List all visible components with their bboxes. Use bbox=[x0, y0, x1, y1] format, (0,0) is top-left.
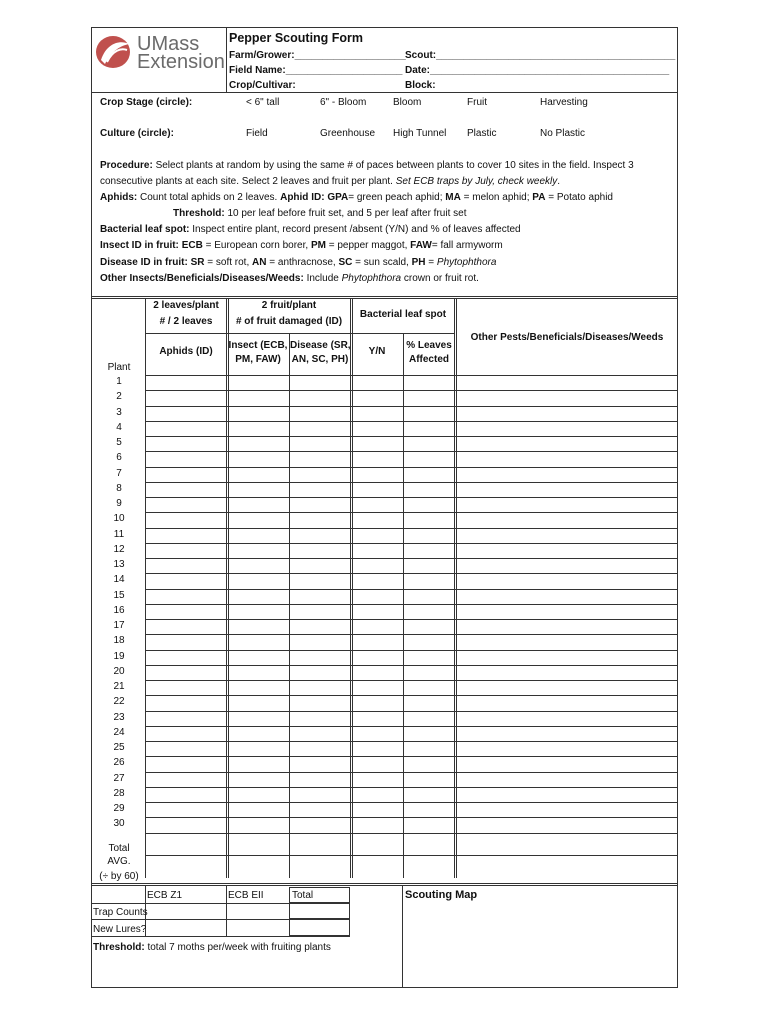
table-row-line bbox=[145, 833, 678, 834]
leaves-header-1: 2 leaves/plant bbox=[153, 300, 219, 311]
table-cell[interactable] bbox=[404, 391, 454, 405]
table-cell[interactable] bbox=[404, 529, 454, 543]
table-cell[interactable] bbox=[229, 757, 289, 771]
table-cell[interactable] bbox=[404, 452, 454, 466]
procedure-line-2: consecutive plants at each site. Select 2 leaves and fruit per plant. Set ECB traps by July, check weekly. bbox=[100, 176, 561, 187]
culture-label: Culture (circle): bbox=[100, 128, 174, 139]
pct-col-header-2: Affected bbox=[408, 354, 449, 365]
trap-threshold: Threshold: total 7 moths per/week with fruiting plants bbox=[93, 942, 331, 953]
culture-option[interactable]: No Plastic bbox=[540, 128, 586, 139]
table-cell[interactable] bbox=[290, 376, 350, 390]
table-cell[interactable] bbox=[229, 696, 289, 710]
table-cell[interactable] bbox=[404, 696, 454, 710]
crop-stage-label: Crop Stage (circle): bbox=[100, 97, 193, 108]
table-cell[interactable] bbox=[229, 773, 289, 787]
table-cell[interactable] bbox=[229, 559, 289, 573]
table-cell[interactable] bbox=[290, 407, 350, 421]
plant-row-number: 12 bbox=[113, 543, 125, 555]
culture-option[interactable]: Greenhouse bbox=[320, 128, 376, 139]
table-cell[interactable] bbox=[229, 483, 289, 497]
table-cell[interactable] bbox=[290, 681, 350, 695]
table-cell[interactable] bbox=[146, 391, 226, 405]
table-cell[interactable] bbox=[229, 574, 289, 588]
plant-row-number: 5 bbox=[116, 437, 122, 448]
crop-cultivar-label: Crop/Cultivar: bbox=[229, 80, 296, 91]
table-cell[interactable] bbox=[146, 712, 226, 726]
table-cell[interactable] bbox=[146, 773, 226, 787]
header-divider bbox=[226, 27, 227, 93]
table-cell[interactable] bbox=[457, 468, 678, 482]
insect-id-instructions: Insect ID in fruit: ECB = European corn borer, PM = pepper maggot, FAW= fall armyworm bbox=[100, 240, 503, 251]
table-cell[interactable] bbox=[290, 605, 350, 619]
scout-label: Scout:___________________________________________ bbox=[405, 50, 676, 61]
table-cell[interactable] bbox=[404, 437, 454, 451]
table-cell[interactable] bbox=[229, 422, 289, 436]
table-bottom-line bbox=[91, 883, 678, 886]
plant-row-number: 9 bbox=[116, 498, 122, 509]
table-cell[interactable] bbox=[146, 483, 226, 497]
leaves-header-2: # / 2 leaves bbox=[159, 316, 213, 327]
table-cell[interactable] bbox=[353, 529, 403, 543]
insect-col-header-1: Insect (ECB, bbox=[228, 340, 288, 351]
culture-option[interactable]: Plastic bbox=[467, 128, 497, 139]
table-cell[interactable] bbox=[229, 666, 289, 680]
ecb-z1-label: ECB Z1 bbox=[147, 890, 183, 901]
plant-row-number: 20 bbox=[113, 665, 125, 677]
table-cell[interactable] bbox=[229, 788, 289, 802]
procedure-bottom-line bbox=[91, 296, 678, 299]
aphids-col-header: Aphids (ID) bbox=[159, 346, 213, 357]
table-cell[interactable] bbox=[229, 727, 289, 741]
table-cell[interactable] bbox=[353, 696, 403, 710]
table-cell[interactable] bbox=[353, 712, 403, 726]
table-cell[interactable] bbox=[404, 635, 454, 649]
table-cell[interactable] bbox=[457, 376, 678, 390]
total-row-line bbox=[145, 855, 678, 856]
table-cell[interactable] bbox=[404, 376, 454, 390]
total-label: Total bbox=[108, 843, 130, 854]
table-cell[interactable] bbox=[290, 513, 350, 527]
table-cell[interactable] bbox=[404, 818, 454, 832]
aphid-threshold: Threshold: 10 per leaf before fruit set, and 5 per leaf after fruit set bbox=[173, 208, 467, 219]
table-cell[interactable] bbox=[457, 696, 678, 710]
plant-row-number: 21 bbox=[113, 681, 125, 692]
table-cell[interactable] bbox=[457, 818, 678, 832]
plant-row-number: 8 bbox=[116, 482, 122, 494]
disease-col-header-1: Disease (SR, bbox=[290, 340, 351, 351]
farm-grower-label: Farm/Grower:____________________ bbox=[229, 50, 406, 61]
table-cell[interactable] bbox=[404, 605, 454, 619]
table-cell[interactable] bbox=[146, 620, 226, 634]
table-cell[interactable] bbox=[404, 803, 454, 817]
table-cell[interactable] bbox=[457, 574, 678, 588]
plant-row-number: 10 bbox=[113, 513, 125, 525]
plant-row-number: 13 bbox=[113, 559, 125, 570]
table-cell[interactable] bbox=[146, 468, 226, 482]
table-cell[interactable] bbox=[290, 712, 350, 726]
table-cell[interactable] bbox=[229, 498, 289, 512]
table-cell[interactable] bbox=[457, 590, 678, 604]
table-cell[interactable] bbox=[290, 757, 350, 771]
table-cell[interactable] bbox=[229, 590, 289, 604]
table-cell[interactable] bbox=[457, 513, 678, 527]
insect-col-header-2: PM, FAW) bbox=[235, 354, 281, 365]
procedure-line-1: Procedure: Select plants at random by using the same # of paces between plants to cover 10 sites in the field. Inspect 3 bbox=[100, 160, 634, 171]
table-cell[interactable] bbox=[229, 468, 289, 482]
crop-stage-option[interactable]: Harvesting bbox=[540, 97, 588, 108]
table-cell[interactable] bbox=[353, 742, 403, 756]
table-cell[interactable] bbox=[404, 498, 454, 512]
plant-row-number: 19 bbox=[113, 650, 125, 662]
table-cell[interactable] bbox=[404, 513, 454, 527]
table-cell[interactable] bbox=[353, 407, 403, 421]
table-cell[interactable] bbox=[146, 757, 226, 771]
aphids-instructions: Aphids: Count total aphids on 2 leaves. Aphid ID: GPA= green peach aphid; MA = melon aphid; PA = Potato aphid bbox=[100, 192, 613, 203]
trap-row-line bbox=[91, 903, 289, 904]
table-cell[interactable] bbox=[290, 422, 350, 436]
header-sub-line bbox=[145, 333, 228, 334]
table-cell[interactable] bbox=[290, 483, 350, 497]
disease-col-header-2: AN, SC, PH) bbox=[291, 354, 349, 365]
plant-row-number: 23 bbox=[113, 711, 125, 723]
fruit-header-2: # of fruit damaged (ID) bbox=[235, 316, 343, 327]
plant-row-number: 27 bbox=[113, 772, 125, 784]
table-cell[interactable] bbox=[290, 818, 350, 832]
table-cell[interactable] bbox=[290, 559, 350, 573]
table-cell[interactable] bbox=[457, 529, 678, 543]
table-cell[interactable] bbox=[353, 773, 403, 787]
table-cell[interactable] bbox=[146, 529, 226, 543]
header-bottom-line bbox=[91, 92, 678, 93]
table-cell[interactable] bbox=[146, 498, 226, 512]
table-cell[interactable] bbox=[146, 788, 226, 802]
table-cell[interactable] bbox=[457, 407, 678, 421]
table-cell[interactable] bbox=[229, 635, 289, 649]
table-cell[interactable] bbox=[457, 498, 678, 512]
table-cell[interactable] bbox=[146, 696, 226, 710]
table-cell[interactable] bbox=[290, 391, 350, 405]
table-cell[interactable] bbox=[353, 544, 403, 558]
plant-row-number: 29 bbox=[113, 803, 125, 814]
table-cell[interactable] bbox=[457, 773, 678, 787]
table-cell[interactable] bbox=[353, 651, 403, 665]
plant-row-number: 1 bbox=[116, 376, 122, 387]
table-cell[interactable] bbox=[457, 742, 678, 756]
table-cell[interactable] bbox=[290, 468, 350, 482]
table-cell[interactable] bbox=[404, 681, 454, 695]
table-cell[interactable] bbox=[404, 620, 454, 634]
map-divider bbox=[402, 886, 403, 988]
table-cell[interactable] bbox=[353, 803, 403, 817]
table-cell[interactable] bbox=[353, 498, 403, 512]
plant-row-number: 30 bbox=[113, 818, 125, 830]
table-cell[interactable] bbox=[229, 437, 289, 451]
table-cell[interactable] bbox=[457, 544, 678, 558]
table-cell[interactable] bbox=[457, 666, 678, 680]
table-cell[interactable] bbox=[290, 437, 350, 451]
pct-col-header-1: % Leaves bbox=[406, 340, 452, 351]
table-cell[interactable] bbox=[290, 590, 350, 604]
table-cell[interactable] bbox=[457, 452, 678, 466]
table-cell[interactable] bbox=[404, 407, 454, 421]
other-pests-header: Other Pests/Beneficials/Diseases/Weeds bbox=[470, 332, 664, 343]
plant-row-number: 11 bbox=[113, 528, 125, 540]
trap-row-line bbox=[91, 919, 289, 920]
table-cell[interactable] bbox=[146, 574, 226, 588]
table-cell[interactable] bbox=[404, 651, 454, 665]
table-cell[interactable] bbox=[146, 513, 226, 527]
plant-row-number: 6 bbox=[116, 452, 122, 464]
table-cell[interactable] bbox=[404, 788, 454, 802]
table-cell[interactable] bbox=[404, 544, 454, 558]
table-cell[interactable] bbox=[457, 605, 678, 619]
plant-row-number: 7 bbox=[116, 467, 122, 479]
table-cell[interactable] bbox=[457, 757, 678, 771]
table-cell[interactable] bbox=[353, 574, 403, 588]
table-cell[interactable] bbox=[457, 727, 678, 741]
table-cell[interactable] bbox=[146, 681, 226, 695]
avg-label: AVG. bbox=[107, 856, 131, 867]
table-cell[interactable] bbox=[353, 376, 403, 390]
table-cell[interactable] bbox=[404, 422, 454, 436]
table-cell[interactable] bbox=[353, 818, 403, 832]
table-cell[interactable] bbox=[457, 651, 678, 665]
bacterial-header: Bacterial leaf spot bbox=[359, 309, 447, 320]
table-cell[interactable] bbox=[146, 651, 226, 665]
table-cell[interactable] bbox=[457, 681, 678, 695]
table-cell[interactable] bbox=[146, 452, 226, 466]
trap-col-line bbox=[226, 886, 227, 936]
table-cell[interactable] bbox=[290, 788, 350, 802]
field-name-label: Field Name:_____________________ bbox=[229, 65, 403, 76]
block-label: Block: bbox=[405, 80, 436, 91]
table-cell[interactable] bbox=[353, 620, 403, 634]
plant-row-number: 3 bbox=[116, 406, 122, 418]
table-cell[interactable] bbox=[229, 544, 289, 558]
plant-row-number: 16 bbox=[113, 604, 125, 616]
table-cell[interactable] bbox=[146, 727, 226, 741]
crop-stage-option[interactable]: < 6" tall bbox=[246, 97, 280, 108]
table-cell[interactable] bbox=[290, 574, 350, 588]
table-cell[interactable] bbox=[457, 635, 678, 649]
table-cell[interactable] bbox=[290, 544, 350, 558]
table-cell[interactable] bbox=[404, 712, 454, 726]
table-cell[interactable] bbox=[457, 422, 678, 436]
form-title: Pepper Scouting Form bbox=[229, 31, 364, 45]
table-cell[interactable] bbox=[353, 391, 403, 405]
table-cell[interactable] bbox=[353, 757, 403, 771]
table-cell[interactable] bbox=[229, 742, 289, 756]
table-cell[interactable] bbox=[146, 407, 226, 421]
table-cell[interactable] bbox=[290, 635, 350, 649]
table-cell[interactable] bbox=[353, 422, 403, 436]
table-cell[interactable] bbox=[229, 818, 289, 832]
table-cell[interactable] bbox=[353, 635, 403, 649]
table-cell[interactable] bbox=[404, 727, 454, 741]
plant-row-number: 22 bbox=[113, 696, 125, 708]
bacterial-instructions: Bacterial leaf spot: Inspect entire plant, record present /absent (Y/N) and % of leaves affected bbox=[100, 224, 521, 235]
table-cell[interactable] bbox=[457, 620, 678, 634]
fruit-header-1: 2 fruit/plant bbox=[261, 300, 317, 311]
table-cell[interactable] bbox=[229, 712, 289, 726]
plant-row-number: 15 bbox=[113, 589, 125, 601]
table-cell[interactable] bbox=[229, 681, 289, 695]
table-cell[interactable] bbox=[290, 803, 350, 817]
table-cell[interactable] bbox=[146, 635, 226, 649]
yn-col-header: Y/N bbox=[368, 346, 386, 357]
table-cell[interactable] bbox=[229, 407, 289, 421]
table-cell[interactable] bbox=[146, 666, 226, 680]
table-cell[interactable] bbox=[353, 788, 403, 802]
plant-row-number: 17 bbox=[113, 620, 125, 631]
table-cell[interactable] bbox=[457, 788, 678, 802]
table-cell[interactable] bbox=[146, 742, 226, 756]
plant-row-number: 25 bbox=[113, 742, 125, 753]
scouting-map-title: Scouting Map bbox=[405, 889, 478, 901]
table-cell[interactable] bbox=[404, 757, 454, 771]
culture-option[interactable]: High Tunnel bbox=[393, 128, 447, 139]
table-cell[interactable] bbox=[353, 483, 403, 497]
scouting-map-area[interactable] bbox=[404, 904, 676, 986]
plant-row-number: 2 bbox=[116, 391, 122, 403]
table-cell[interactable] bbox=[404, 590, 454, 604]
table-cell[interactable] bbox=[353, 513, 403, 527]
table-cell[interactable] bbox=[457, 391, 678, 405]
umass-extension-logo bbox=[93, 32, 223, 72]
table-cell[interactable] bbox=[290, 666, 350, 680]
table-cell[interactable] bbox=[146, 559, 226, 573]
table-cell[interactable] bbox=[229, 620, 289, 634]
disease-id-instructions: Disease ID in fruit: SR = soft rot, AN = anthracnose, SC = sun scald, PH = Phytophthora bbox=[100, 257, 497, 268]
logo-text-umass: UMass bbox=[137, 33, 200, 55]
table-cell[interactable] bbox=[290, 742, 350, 756]
table-cell[interactable] bbox=[404, 742, 454, 756]
table-cell[interactable] bbox=[229, 651, 289, 665]
culture-option[interactable]: Field bbox=[246, 128, 268, 139]
header-sub-line bbox=[352, 333, 454, 334]
ecb-eii-label: ECB EII bbox=[228, 890, 264, 901]
table-cell[interactable] bbox=[146, 605, 226, 619]
trap-row-line bbox=[91, 936, 350, 937]
table-cell[interactable] bbox=[290, 452, 350, 466]
table-cell[interactable] bbox=[146, 590, 226, 604]
table-cell[interactable] bbox=[229, 803, 289, 817]
table-cell[interactable] bbox=[146, 422, 226, 436]
plant-row-number: 14 bbox=[113, 574, 125, 586]
table-cell[interactable] bbox=[457, 483, 678, 497]
table-cell[interactable] bbox=[353, 452, 403, 466]
logo-leaf-icon bbox=[93, 32, 133, 72]
table-cell[interactable] bbox=[404, 468, 454, 482]
table-cell[interactable] bbox=[146, 437, 226, 451]
table-cell[interactable] bbox=[146, 376, 226, 390]
plant-row-number: 28 bbox=[113, 787, 125, 799]
new-lures-total-cell[interactable] bbox=[289, 919, 350, 936]
logo-text-extension: Extension bbox=[137, 51, 225, 73]
table-cell[interactable] bbox=[353, 590, 403, 604]
table-cell[interactable] bbox=[229, 513, 289, 527]
table-cell[interactable] bbox=[457, 559, 678, 573]
table-cell[interactable] bbox=[229, 391, 289, 405]
table-cell[interactable] bbox=[353, 468, 403, 482]
table-cell[interactable] bbox=[353, 681, 403, 695]
plant-row-number: 4 bbox=[116, 421, 122, 433]
plant-col-header: Plant bbox=[107, 362, 131, 373]
table-cell[interactable] bbox=[353, 559, 403, 573]
table-cell[interactable] bbox=[290, 529, 350, 543]
table-cell[interactable] bbox=[290, 773, 350, 787]
table-cell[interactable] bbox=[457, 803, 678, 817]
table-cell[interactable] bbox=[290, 651, 350, 665]
table-cell[interactable] bbox=[229, 529, 289, 543]
table-cell[interactable] bbox=[404, 559, 454, 573]
table-cell[interactable] bbox=[290, 498, 350, 512]
plant-row-number: 26 bbox=[113, 757, 125, 769]
table-cell[interactable] bbox=[457, 437, 678, 451]
other-instructions: Other Insects/Beneficials/Diseases/Weeds: Include Phytophthora crown or fruit rot. bbox=[100, 273, 479, 284]
crop-stage-option[interactable]: Bloom bbox=[393, 97, 422, 108]
trap-counts-label: Trap Counts bbox=[93, 907, 148, 918]
table-cell[interactable] bbox=[146, 803, 226, 817]
table-cell[interactable] bbox=[290, 696, 350, 710]
trap-total-label: Total bbox=[292, 890, 314, 901]
plant-row-number: 24 bbox=[113, 726, 125, 738]
table-cell[interactable] bbox=[146, 544, 226, 558]
table-row-line bbox=[145, 375, 678, 376]
trap-counts-total-cell[interactable] bbox=[289, 903, 350, 919]
table-cell[interactable] bbox=[404, 574, 454, 588]
table-cell[interactable] bbox=[404, 773, 454, 787]
new-lures-label: New Lures? bbox=[93, 924, 147, 935]
crop-stage-option[interactable]: 6" - Bloom bbox=[320, 97, 367, 108]
crop-stage-option[interactable]: Fruit bbox=[467, 97, 487, 108]
date-label: Date:___________________________________________ bbox=[405, 65, 670, 76]
table-cell[interactable] bbox=[353, 727, 403, 741]
table-cell[interactable] bbox=[229, 452, 289, 466]
table-cell[interactable] bbox=[353, 605, 403, 619]
plant-row-number: 18 bbox=[113, 635, 125, 647]
table-cell[interactable] bbox=[404, 666, 454, 680]
table-cell[interactable] bbox=[290, 620, 350, 634]
table-cell[interactable] bbox=[290, 727, 350, 741]
header-sub-line bbox=[228, 333, 352, 334]
table-cell[interactable] bbox=[146, 818, 226, 832]
table-cell[interactable] bbox=[457, 712, 678, 726]
table-cell[interactable] bbox=[353, 437, 403, 451]
table-cell[interactable] bbox=[404, 483, 454, 497]
table-cell[interactable] bbox=[229, 376, 289, 390]
table-cell[interactable] bbox=[353, 666, 403, 680]
table-cell[interactable] bbox=[229, 605, 289, 619]
divide-label: (÷ by 60) bbox=[99, 871, 139, 882]
